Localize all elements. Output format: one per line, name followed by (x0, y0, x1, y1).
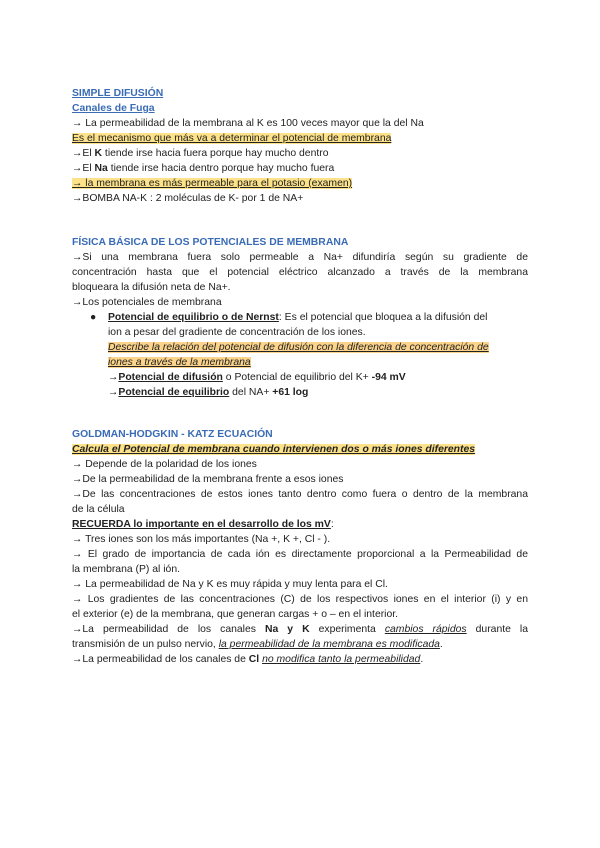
text-line (72, 637, 443, 652)
text-line: →Si una membrana fuera solo permeable a Na+ difundiría según su gradiente de (72, 252, 528, 263)
arrow: → (108, 387, 119, 398)
text-line: → El grado de importancia de cada ión es directamente proporcional a la Permeabilidad de (72, 549, 528, 560)
arrow: → (108, 372, 119, 383)
text-line: → Tres iones son los más importantes (Na +, K +, Cl - ). (72, 534, 331, 545)
text-part: →El (72, 148, 95, 159)
text-part: : (330, 519, 334, 530)
text-line (72, 146, 328, 161)
highlighted-line (108, 355, 251, 370)
recuerda-line (72, 517, 334, 532)
highlight-text: → la membrana es más permeable para el potasio (examen) (72, 178, 353, 189)
highlight-text: Es el mecanismo que más va a determinar el potencial de membrana (72, 133, 392, 144)
section-title-goldman: GOLDMAN-HODGKIN - KATZ ECUACIÓN (72, 429, 273, 440)
text-line: ion a pesar del gradiente de concentración de los iones. (108, 327, 366, 338)
italic-cambios: cambios rápidos (384, 624, 467, 635)
highlighted-line (72, 176, 352, 191)
text-line: concentración hasta que el potencial eléctrico alcanzado a través de la membrana (72, 267, 528, 278)
recuerda-heading: RECUERDA lo importante en el desarrollo de los mV (72, 519, 331, 530)
text-line (108, 370, 406, 385)
text-line: →Los potenciales de membrana (72, 297, 222, 308)
text-part: . (439, 639, 443, 650)
text-part: →La permeabilidad de los canales de (72, 654, 249, 665)
text-part: transmisión de un pulso nervio, (72, 639, 219, 650)
italic-modificada: la permeabilidad de la membrana es modificada (218, 639, 440, 650)
text-line: →De la permeabilidad de la membrana frente a esos iones (72, 474, 344, 485)
text-part: tiende irse hacia dentro porque hay mucho fuera (107, 163, 335, 174)
text-line (72, 161, 334, 176)
italic-no-modifica: no modifica tanto la permeabilidad (262, 654, 421, 665)
text-part: experimenta (309, 624, 385, 635)
bold-k: K (94, 148, 103, 159)
text-line: → La permeabilidad de la membrana al K es 100 veces mayor que la del Na (72, 118, 424, 129)
bold-cl: Cl (248, 654, 260, 665)
text-part: →El (72, 163, 95, 174)
highlighted-line (72, 442, 475, 457)
highlight-text: iones a través de la membrana (108, 357, 251, 368)
subtitle-canales-fuga: Canales de Fuga (72, 103, 155, 114)
text-part: →La permeabilidad de los canales (72, 624, 265, 635)
text-line: →De las concentraciones de estos iones tanto dentro como fuera o dentro de la membrana (72, 489, 528, 500)
text-line: bloqueara la difusión neta de Na+. (72, 282, 231, 293)
text-line: la membrana (P) al ión. (72, 564, 180, 575)
term-nernst: Potencial de equilibrio o de Nernst (108, 312, 279, 323)
text-line: → Depende de la polaridad de los iones (72, 459, 257, 470)
highlighted-line (72, 131, 391, 146)
text-line: → La permeabilidad de Na y K es muy rápida y muy lenta para el Cl. (72, 579, 388, 590)
text-part: . (420, 654, 424, 665)
text-line: de la célula (72, 504, 125, 515)
text-line: → Los gradientes de las concentraciones (C) de los respectivos iones en el interior (i) y en (72, 594, 528, 605)
text-line (108, 385, 308, 400)
section-title-fisica-basica: FÍSICA BÁSICA DE LOS POTENCIALES DE MEMBRANA (72, 237, 349, 248)
text-part: durante la (466, 624, 528, 635)
highlighted-line (108, 340, 489, 355)
highlight-text: Describe la relación del potencial de difusión con la diferencia de concentración de (108, 342, 489, 353)
text-line (72, 652, 423, 667)
section-title-simple-difusion: SIMPLE DIFUSIÓN (72, 88, 164, 99)
value-94mv: -94 mV (371, 372, 406, 383)
bold-na-k: Na y K (264, 624, 310, 635)
highlight-text: Calcula el Potencial de membrana cuando intervienen dos o más iones diferentes (72, 444, 476, 455)
bold-na: Na (94, 163, 108, 174)
term-potencial-difusion: Potencial de difusión (118, 372, 223, 383)
term-potencial-equilibrio: Potencial de equilibrio (118, 387, 230, 398)
text-part: o Potencial de equilibrio del K+ (222, 372, 372, 383)
bullet-item (108, 310, 487, 325)
text-part: tiende irse hacia fuera porque hay mucho dentro (102, 148, 329, 159)
text-part: : Es el potencial que bloquea a la difusión del (278, 312, 488, 323)
text-part: del NA+ (229, 387, 273, 398)
text-line (72, 622, 528, 637)
text-line: el exterior (e) de la membrana, que generan cargas + o – en el interior. (72, 609, 399, 620)
bullet-icon: ● (90, 312, 97, 323)
text-line: →BOMBA NA-K : 2 moléculas de K- por 1 de NA+ (72, 193, 304, 204)
value-61log: +61 log (272, 387, 309, 398)
